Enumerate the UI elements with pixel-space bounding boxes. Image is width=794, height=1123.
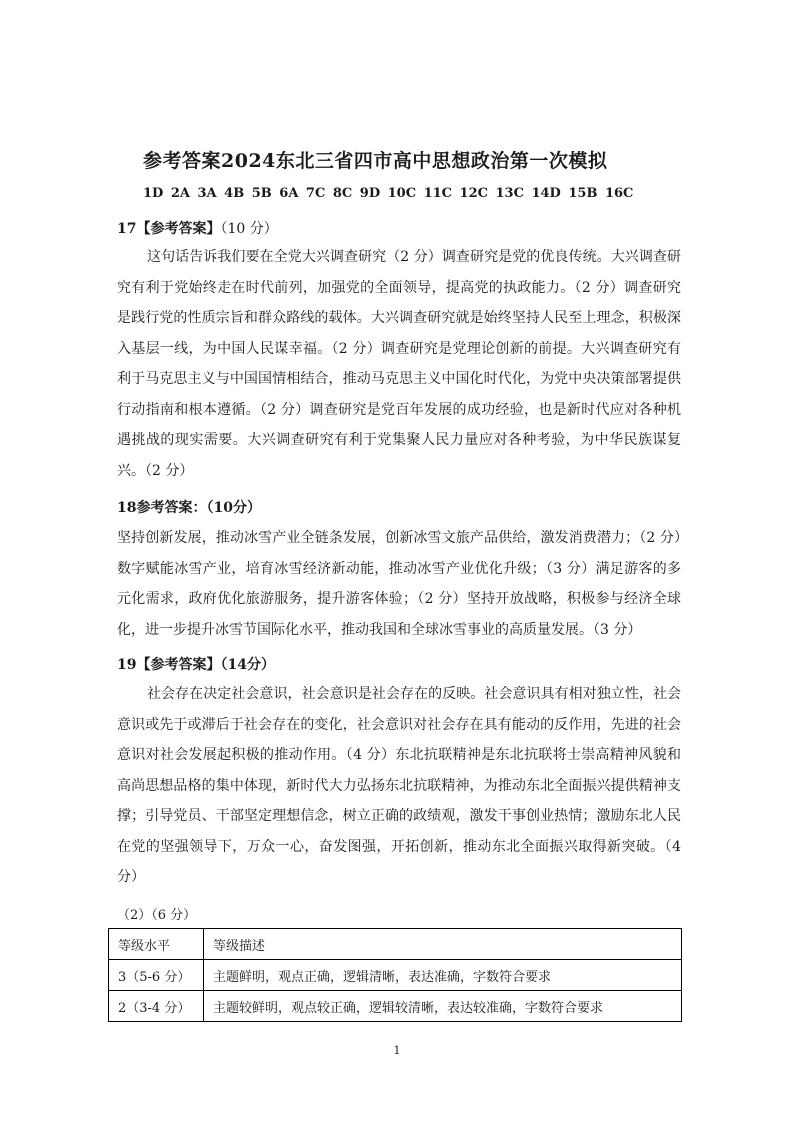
multiple-choice-answers: 1D 2A 3A 4B 5B 6A 7C 8C 9D 10C 11C 12C 13C 14D 15B 16C [143, 186, 634, 201]
page-number: 1 [393, 1044, 401, 1057]
q17-score: （10 分） [220, 221, 278, 237]
header-description: 等级描述 [204, 929, 682, 960]
q19-answer-text: 社会存在决定社会意识，社会意识是社会存在的反映。社会意识具有相对独立性，社会意识或先于或滞后于社会存在的变化，社会意识对社会存在具有能动的反作用，先进的社会意识对社会发展起积极的推动作用。（4 分）东北抗联精神是东北抗联将士崇高精神风貌和高尚思想品格的集中体现，新时代大力弘扬东北抗联精神，为推动东北全面振兴提供精神支撑；引导党员、干部坚定理想信念，树立正确的政绩观，激发干事创业热情；激励东北人民在党的坚强领导下，万众一心，奋发图强，开拓创新，推动东北全面振兴取得新突破。（4 分） [117, 686, 681, 885]
table-header-row [109, 929, 682, 960]
q19-part2-heading: （2）（6 分） [117, 908, 197, 923]
grading-table [108, 928, 682, 1022]
level-cell: 3（5-6 分） [109, 960, 204, 991]
q18-heading-line [117, 497, 261, 517]
table-row [109, 991, 682, 1022]
description-cell: 主题较鲜明，观点较正确，逻辑较清晰，表达较准确，字数符合要求 [204, 991, 682, 1022]
page-title: 参考答案2024东北三省四市高中思想政治第一次模拟 [143, 150, 608, 172]
q18-heading: 18参考答案：（10分） [117, 500, 261, 516]
header-level: 等级水平 [109, 929, 204, 960]
table-row [109, 960, 682, 991]
q17-answer-text: 这句话告诉我们要在全党大兴调查研究（2 分）调查研究是党的优良传统。大兴调查研究有利于党始终走在时代前列，加强党的全面领导，提高党的执政能力。（2 分）调查研究是践行党的性质宗旨和群众路线的载体。大兴调查研究就是始终坚持人民至上理念，积极深入基层一线，为中国人民谋幸福。（2 分）调查研究是党理论创新的前提。大兴调查研究有利于马克思主义与中国国情相结合，推动马克思主义中国化时代化，为党中央决策部署提供行动指南和根本遵循。（2 分）调查研究是党百年发展的成功经验，也是新时代应对各种机遇挑战的现实需要。大兴调查研究有利于党集聚人民力量应对各种考验，为中华民族谋复兴。（2 分） [117, 249, 681, 479]
level-cell: 2（3-4 分） [109, 991, 204, 1022]
q17-heading: 17【参考答案】 [117, 221, 221, 237]
q19-heading: 19【参考答案】（14分） [117, 657, 275, 673]
q19-heading-line [117, 654, 275, 674]
q17-heading-line [117, 218, 278, 238]
q18-answer-text: 坚持创新发展，推动冰雪产业全链条发展，创新冰雪文旅产品供给，激发消费潜力；（2 分）数字赋能冰雪产业，培育冰雪经济新动能，推动冰雪产业优化升级；（3 分）满足游客的多元化需求，政府优化旅游服务，提升游客体验；（2 分）坚持开放战略，积极参与经济全球化，进一步提升冰雪节国际化水平，推动我国和全球冰雪事业的高质量发展。（3 分） [117, 530, 681, 638]
description-cell: 主题鲜明，观点正确，逻辑清晰，表达准确，字数符合要求 [204, 960, 682, 991]
